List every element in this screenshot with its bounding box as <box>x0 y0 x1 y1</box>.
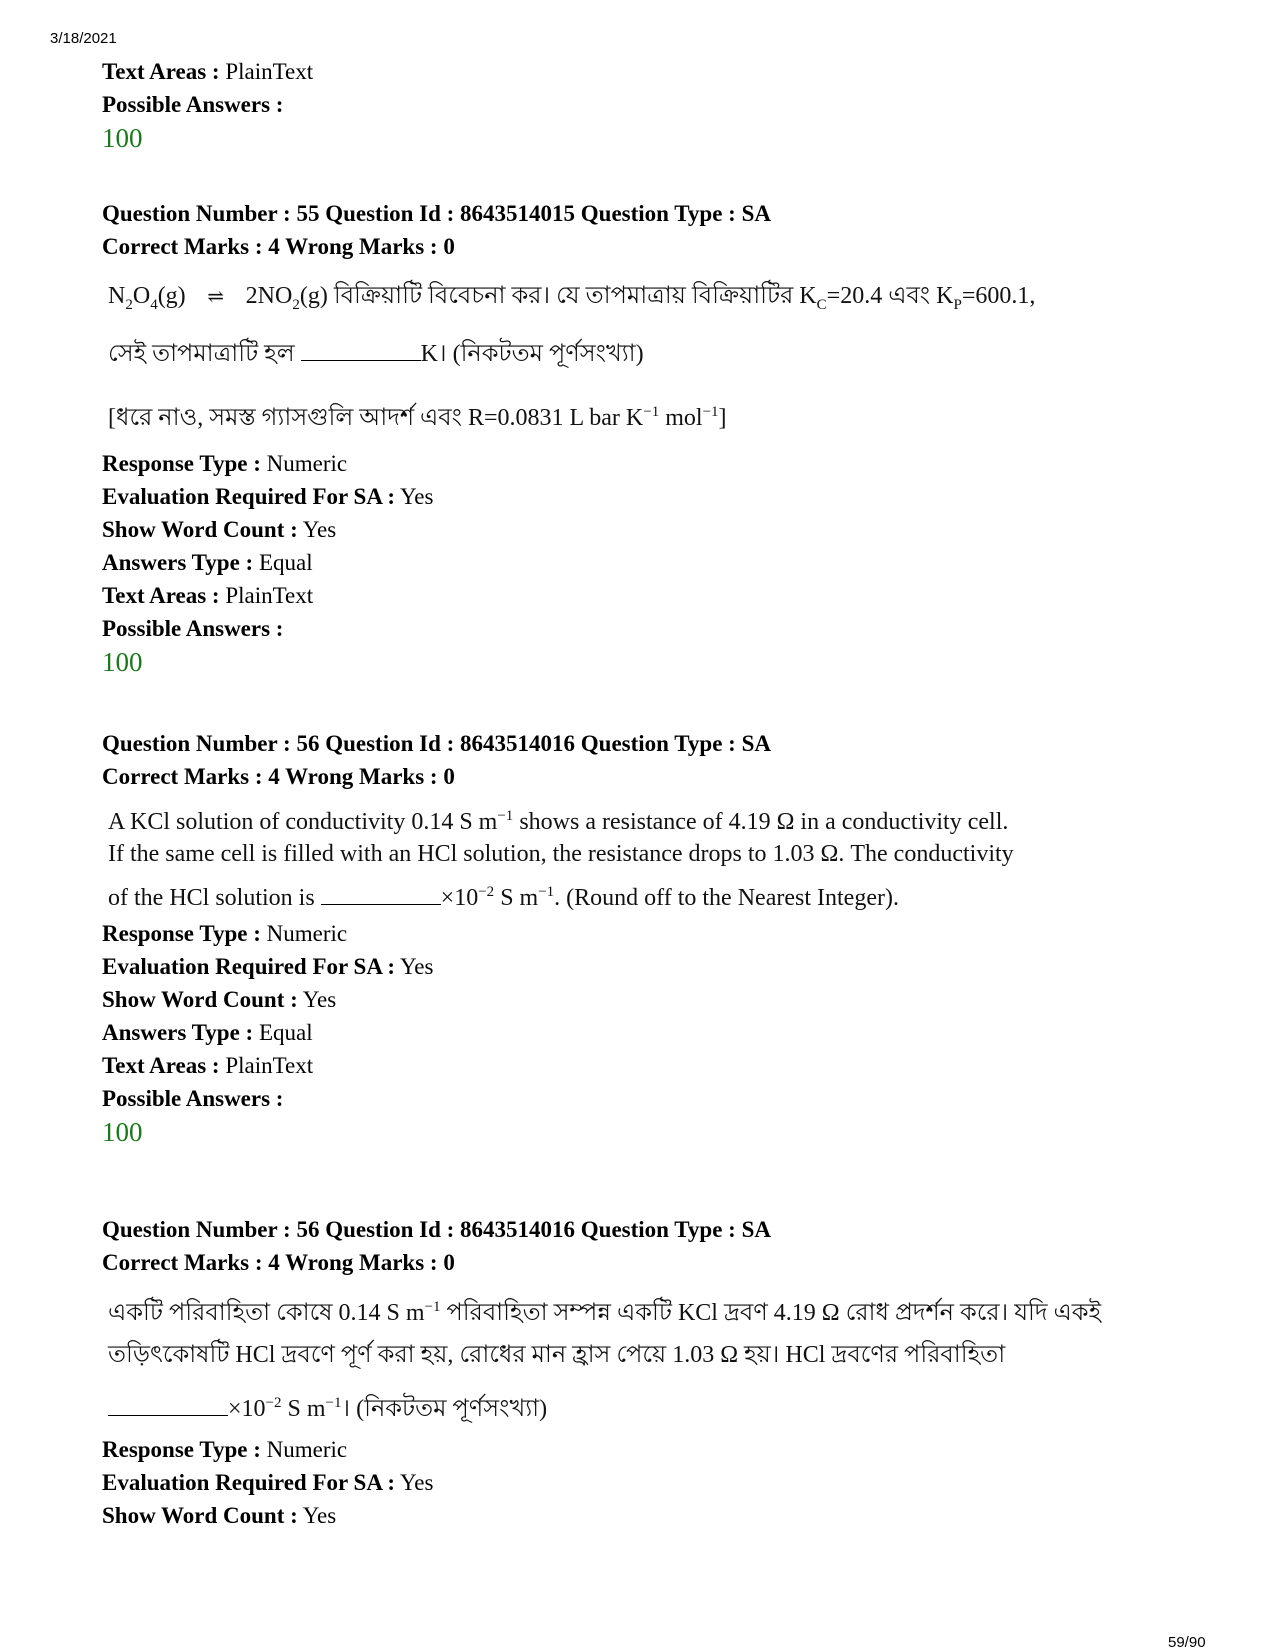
question-marks: Correct Marks : 4 Wrong Marks : 0 <box>102 764 455 789</box>
field-label: Text Areas : <box>102 583 220 608</box>
question-line: If the same cell is filled with an HCl solution, the resistance drops to 1.03 Ω. The conductivity <box>108 841 1014 867</box>
question-header: Question Number : 56 Question Id : 8643514016 Question Type : SA <box>102 731 771 756</box>
field-label: Possible Answers : <box>102 1086 284 1111</box>
question-header: Question Number : 56 Question Id : 8643514016 Question Type : SA <box>102 1217 771 1242</box>
question-text <box>102 797 1182 911</box>
question-marks: Correct Marks : 4 Wrong Marks : 0 <box>102 1250 455 1275</box>
field-label: Show Word Count : <box>102 987 298 1012</box>
field-value: Yes <box>302 1503 337 1528</box>
answer-blank <box>321 886 441 905</box>
field-label: Show Word Count : <box>102 517 298 542</box>
field-value: Yes <box>302 987 337 1012</box>
question-55 <box>102 197 1182 679</box>
question-marks: Correct Marks : 4 Wrong Marks : 0 <box>102 234 455 259</box>
field-value: PlainText <box>225 583 314 608</box>
field-label: Evaluation Required For SA : <box>102 1470 396 1495</box>
question-line: A KCl solution of conductivity 0.14 S $m^{-1}$ shows a resistance of 4.19 Ω in a conductivity cell. <box>108 808 1009 835</box>
previous-question-tail <box>102 55 1182 155</box>
field-label: Show Word Count : <box>102 1503 298 1528</box>
possible-answer: 100 <box>102 647 143 677</box>
question-line: [ধরে নাও, সমস্ত গ্যাসগুলি আদর্শ এবং R=0.0831 L bar $K^{-1}$ mol$^{-1}$] <box>108 404 727 431</box>
field-value: PlainText <box>225 1053 314 1078</box>
field-value: Numeric <box>266 451 348 476</box>
answer-blank <box>301 342 421 361</box>
possible-answer: 100 <box>102 1117 143 1147</box>
field-label: Evaluation Required For SA : <box>102 484 396 509</box>
field-value: Equal <box>258 550 313 575</box>
field-label: Text Areas : <box>102 1053 220 1078</box>
question-line: $\times 10^{-2}$ S $m^{-1}।$ (নিকটতম পূর্ণসংখ্যা) <box>108 1379 1182 1427</box>
field-value: Equal <box>258 1020 313 1045</box>
field-label: Answers Type : <box>102 550 254 575</box>
field-value: PlainText <box>225 59 314 84</box>
question-line: of the HCl solution is $\times 10^{-2}$ S $m^{-1}$. (Round off to the Nearest Integer). <box>108 884 899 911</box>
print-date: 3/18/2021 <box>50 30 117 47</box>
field-label: Response Type : <box>102 1437 261 1462</box>
question-text <box>102 1283 1182 1427</box>
question-line: $N_2O_4(g)$ ⇌ $2NO_2(g)$ বিক্রিয়াটি বিবেচনা কর। যে তাপমাত্রায় বিক্রিয়াটির $K_C=20.4$ এবং $K_P=600.1$, <box>108 267 1182 325</box>
question-56-bengali <box>102 1213 1182 1532</box>
field-label: Answers Type : <box>102 1020 254 1045</box>
equilibrium-arrow-icon: ⇌ <box>207 286 225 308</box>
page-number: 59/90 <box>1168 1634 1206 1651</box>
question-text <box>102 267 1182 441</box>
field-label: Text Areas : <box>102 59 220 84</box>
field-value: Numeric <box>266 1437 348 1462</box>
field-value: Yes <box>400 954 434 979</box>
answer-blank <box>108 1397 228 1416</box>
field-value: Numeric <box>266 921 348 946</box>
field-label: Response Type : <box>102 921 261 946</box>
field-value: Yes <box>400 1470 434 1495</box>
question-56-english <box>102 727 1182 1149</box>
field-value: Yes <box>400 484 434 509</box>
question-header: Question Number : 55 Question Id : 8643514015 Question Type : SA <box>102 201 771 226</box>
question-line: সেই তাপমাত্রাটি হল K। (নিকটতম পূর্ণসংখ্যা) <box>108 341 644 367</box>
field-label: Response Type : <box>102 451 261 476</box>
question-line: তড়িৎকোষটি HCl দ্রবণে পূর্ণ করা হয়, রোধের মান হ্রাস পেয়ে 1.03 Ω হয়। HCl দ্রবণের পরিবাহিতা <box>108 1342 1006 1368</box>
question-line: একটি পরিবাহিতা কোষে 0.14 S $m^{-1}$ পরিবাহিতা সম্পন্ন একটি KCl দ্রবণ 4.19 Ω রোধ প্রদর্শন করে। যদি একই <box>108 1299 1102 1326</box>
field-label: Possible Answers : <box>102 616 284 641</box>
field-value: Yes <box>302 517 337 542</box>
field-label: Possible Answers : <box>102 92 284 117</box>
field-label: Evaluation Required For SA : <box>102 954 396 979</box>
possible-answer: 100 <box>102 123 143 153</box>
